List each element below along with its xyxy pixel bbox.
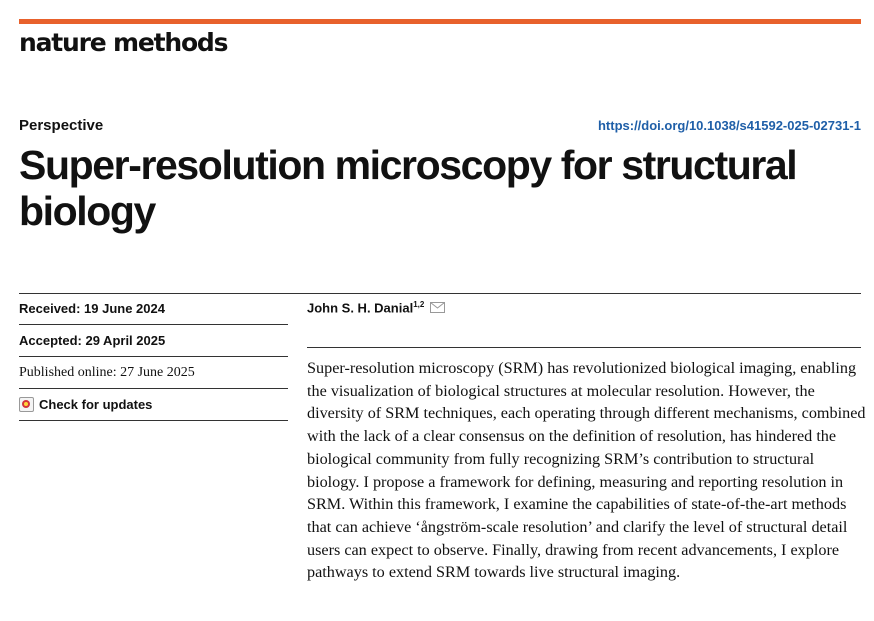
author-affiliations[interactable]: 1,2 <box>413 300 425 309</box>
abstract-divider <box>307 347 861 348</box>
abstract-text: Super-resolution microscopy (SRM) has revolutionized biological imaging, enabling the visualization of biological structures at molecular resolution. However, the diversity of SRM techniques, each operating through different mechanisms, combined with the lack of a clear consensus on the definition of resolution, has hindered the biological community from fully recognizing SRM’s contribution to structural biology. I propose a framework for defining, measuring and reporting resolution in SRM. Within this framework, I examine the capabilities of state-of-the-art methods that can achieve ‘ångström-scale resolution’ and clarify the level of structural detail users can expect to observe. Finally, drawing from recent advancements, I explore pathways to extend SRM towards live structural imaging. <box>307 359 866 582</box>
accepted-date: Accepted: 29 April 2025 <box>19 325 288 357</box>
article-type: Perspective <box>19 117 104 134</box>
envelope-icon[interactable] <box>430 301 445 316</box>
check-for-updates-label: Check for updates <box>39 397 153 412</box>
author-line <box>307 300 445 316</box>
header-accent-rule <box>19 19 861 24</box>
doi-link[interactable]: https://doi.org/10.1038/s41592-025-02731-1 <box>597 118 861 133</box>
received-date: Received: 19 June 2024 <box>19 293 288 325</box>
published-date: Published online: 27 June 2025 <box>19 357 288 389</box>
article-dates <box>19 293 288 421</box>
article-title: Super-resolution microscopy for structural biology <box>19 142 797 234</box>
crossmark-icon <box>19 397 34 412</box>
author-name[interactable]: John S. H. Danial <box>307 300 414 316</box>
journal-logo[interactable]: nature methods <box>19 28 228 57</box>
check-for-updates-button[interactable] <box>19 389 288 421</box>
